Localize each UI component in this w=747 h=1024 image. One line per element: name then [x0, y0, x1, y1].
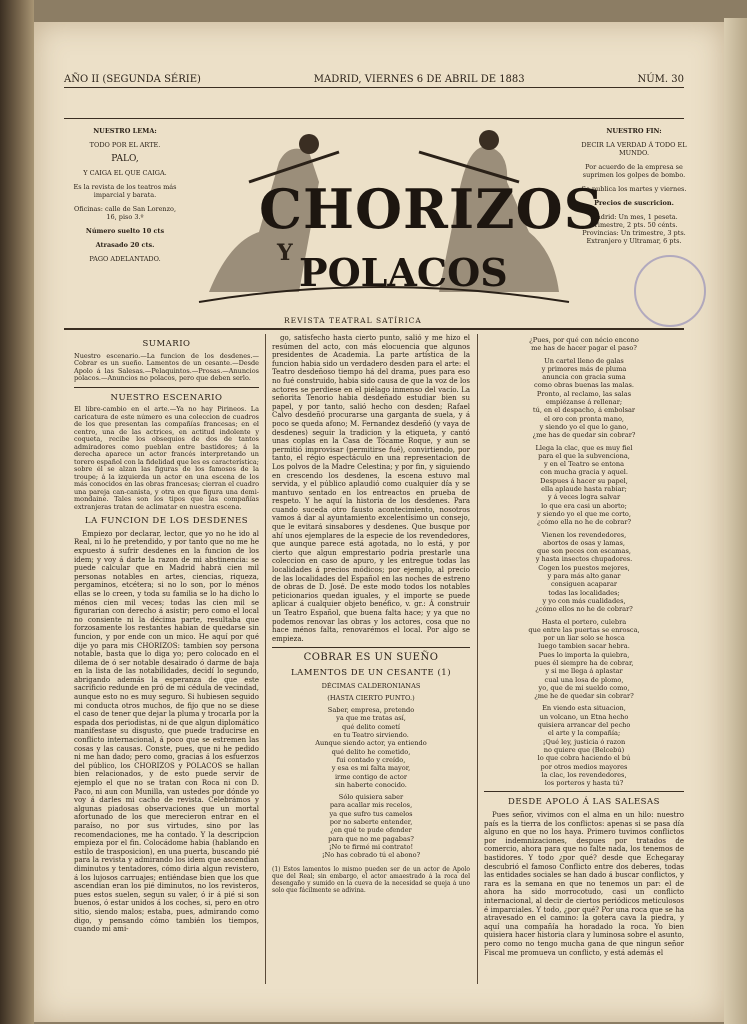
dateline	[64, 74, 684, 88]
date-label: MADRID, VIERNES 6 DE ABRIL DE 1883	[313, 74, 525, 85]
poem-stanza-5: Llega la clac, que es muy fiel para el que la subvenciona, y en el Teatro se entona con mucha gracia y aquel. Despues á hacer su papel, ella aplaude hasta rabiar; y á veces logra salvar lo que era casi un aborto; y siendo yo el que me corto, ¿cómo ella no he de cobrar?	[535, 443, 633, 527]
page-edges	[724, 18, 747, 1024]
motto-text: TODO POR EL ARTE.	[89, 141, 161, 149]
aim-label: NUESTRO FIN:	[606, 127, 662, 135]
motto-palo: PALO,	[111, 154, 139, 164]
poem-stanza-2: Sólo quisiera saber para acallar mis recelos, ya que sufro tus camelos por no saberte entender, ¿en qué te pude ofender para que no me pagabas? ¡No te firmé mi contrato! ¡No has cobrado tú el abono?	[321, 793, 421, 860]
masthead-tagline: REVISTA TEATRAL SATÍRICA	[284, 316, 422, 325]
masthead	[189, 122, 604, 314]
year-label: AÑO II (SEGUNDA SÉRIE)	[64, 74, 201, 85]
column-divider-2	[477, 334, 478, 984]
poem-stanza-6: Vienen los revendedores, abortos de osas y lamas, que son peces con escamas, y hasta insectos chupadores. Cogen los puestos mejores, y para más alto ganar consiguen acaparar todas las localidades; y yo con más cualidades, ¿cómo ellos no he de cobrar?	[535, 530, 633, 614]
poem-stanza-4: Un cartel lleno de galas y primores más de pluma anuncia con gracia suma como obras buenas las malas. Pronto, al reclamo, las salas empiézanse á rellenar; tú, en el despacho, á embolsar el oro con pronta mano, y siendo yo el que lo gano, ¿me has de quedar sin cobrar?	[532, 356, 636, 440]
subscription-prices: Madrid: Un mes, 1 peseta. Trimestre, 2 pts. 50 cénts. Provincias: Un trimestre, 3 pts. Extranjero y Ultramar, 6 pts.	[582, 213, 686, 245]
review-claim: Es la revista de los teatros más imparcial y barata.	[73, 183, 177, 199]
masthead-rule	[64, 328, 684, 330]
column-divider-1	[265, 334, 266, 984]
sumario-text: Nuestro escenario.—La funcion de los desdenes.—Cobrar es un sueño. Lamentos de un cesante.—Desde Apolo á las Salesas.—Pelaquintos.—Prosas.—Anuncios polacos.—Anuncios no polacos, pero que deben serlo.	[74, 351, 259, 383]
funcion-heading: LA FUNCION DE LOS DESDENES	[84, 516, 249, 527]
payment-note: PAGO ADELANTADO.	[89, 255, 161, 263]
escenario-text: El libre-cambio en el arte.—Ya no hay Pirineos. La caricatura de este número es una coleccion de cuadros de los que presentan las compañías francesas; en el centro, una de las actrices, en actitud indolente y coqueta, recibe los obsequios de dos de tantos admiradores como pueblan entre bastidores; á la derecha aparece un actor francés interpretando un torero español con la fidelidad que les es característica; sobre él se alzan las figuras de los famosos de la troupe; á la izquierda un actor en una escena de los más conocidos en las obras francesas; cierran el cuadro una pareja can-canista, y otra en que figura una demi-mondaine. Tales son los tipos que las compañías extranjeras tratan de aclimatar en nuestra escena.	[74, 405, 259, 511]
poem-stanza-3: ¿Pues, por qué con nécio encono me has de hacer pagar el paso?	[529, 336, 639, 353]
newspaper-page	[34, 22, 724, 1022]
column-2	[272, 334, 470, 894]
tono-label: (HASTA CIERTO PUNTO.)	[327, 693, 415, 702]
price-single: Número suelto 10 cts	[85, 227, 165, 235]
apolo-text: Pues señor, vivimos con el alma en un hilo: nuestro país es la tierra de los conflictos: apenas si se pasa día alguno en que no los haya. Primero tuvimos conflictos por indemnizaciones, despues por tratados de comercio, ahora para que no falte nada, los tenemos de bastidores. Y todo ¿por qué? desde que Echegaray descubrió el famoso Conflicto entre dos deberes, todas las entidades sociales se han dado á buscar conflictos, y rara es la semana en que no tenemos un par: el de ahora ha sido morrocotudo, casi un conflicto internacional, al decir de ciertos periódicos meticulosos é imparciales. Y todo, ¿por qué? Por una roca que se ha atravesado en el camino: la gotera cava la piedra, y aquí una compañía ha horadado la roca. Yo bien quisiera hacer historia clara y luminosa sobre el asunto, pero como no tengo mucha gana de que ningun señor Fiscal me promueva un conflicto, y está además el	[484, 811, 684, 957]
masthead-title: CHORIZOS	[259, 177, 604, 241]
subscription-title: Precios de suscricion.	[594, 199, 674, 207]
escenario-heading: NUESTRO ESCENARIO	[110, 392, 223, 403]
price-back: Atrasado 20 cts.	[95, 241, 155, 249]
issue-number: NÚM. 30	[637, 74, 684, 85]
cobrar-heading: COBRAR ES UN SUEÑO	[303, 652, 439, 664]
column-1	[74, 334, 259, 936]
poem-stanza-7: Hasta el portero, culebra que entre las puertas se enrosca, por un liar solo se hosca luego tambien sacar hebra. Pues lo importa la quiebra, pues él siempre ha de cobrar, y si me llega á aplastar cual una losa de plomo, yo, que de mi sueldo como, ¿me he de quedar sin cobrar?	[528, 617, 640, 701]
decimas-label: DÉCIMAS CALDERONIANAS	[321, 681, 421, 690]
header-rule	[64, 118, 684, 119]
poem-stanza-1: Saber, empresa, pretendo ya que me tratas así, qué delito cometí en tu Teatro sirviendo. Aunque siendo actor, ya entiendo qué delito he cometido, fui contado y creído, y esa es mi falta mayor, irme contigo de actor sin haberte conocido.	[315, 706, 427, 789]
funcion-text: Empiezo por declarar, lector, que yo no he ido al Real, ni lo he pretendido, y por tanto que no me he expuesto á sufrir desdenes en la funcion de los idem; y voy á darte la razon de mi abstinencia: se puede calcular que en Madrid habrá cien mil personas notables en artes, ciencias, riqueza, pergaminos, etcétera; si no lo son, por lo ménos ellas se lo creen, y toda su familia se lo ha dicho lo ménos cien mil veces; todas las cien mil se figurarian con derecho á asistir; pero como el local no consiente ni la décima parte, resultaba que forzosamente los restantes habian de quedarse sin funcion, y por ende con un mico. He aquí por qué dije yo para mis CHORIZOS: tambien soy persona notable, basta que lo diga yo; pero colocado en el dilema de ó ser notable desairado ó darme de baja en la lista de las notabilidades, decidí lo segundo, abrigando además la esperanza de que este sacrificio redunde en pró de mi cédula de vecindad, aunque esto no es muy seguro. Si hubiesen seguido mi conducta otros muchos, de fijo que no se diese el caso de tener que dejar la pluma y trocarla por la espada dos periodistas, ni de que algun diplomático manifestase su disgusto, que puede traducirse en conflicto internacional, á poco que se estremen las cosas y las causas. Conste, pues, que ni he pedido ni me han dado; pero como, gracias á los esfuerzos del público, los CHORIZOS y POLACOS se hallan bien relacionados, y de esto puede servir de ejemplo el que no se tratan con Roca ni con D. Paco, ni aun con Munilla, van ustedes por dónde yo voy á darles mi cacho de revista. Celebrámos y algunas piadosas observaciones que un mortal afortunado de los que merecieron entrar en el paraíso, no por sus virtudes, sino por las recomendaciones, me ha contado. Y la descripcion empieza por el fin. Colocádome habia (hablando en estilo de trasposicion), en una puerta, buscando pié para la revista y admirando los idem que ascendian diminutos y tentadores, cómo diria algun revistero, á los lujosos carruajes; entiéndase bien que los que ascendian eran los pié diminutos, no los revisteros, pues estos suelen, segun su valer, ó ir á pié si son buenos, ó estar unidos á los coches, si, pero en otro sitio, siendo malos; estaba, pues, admirando como digo, y pensando cómo también los tiempos, cuando mi ami-	[74, 529, 259, 934]
library-stamp	[634, 255, 706, 327]
sumario-heading: SUMARIO	[142, 339, 191, 349]
motto-label: NUESTRO LEMA:	[93, 127, 157, 135]
book-spine	[0, 0, 34, 1024]
aim-text: DECIR LA VERDAD Á TODO EL MUNDO.	[581, 141, 687, 157]
publication-days: Se publica los martes y viernes.	[581, 185, 687, 193]
motto-caiga: Y CAIGA EL QUE CAIGA.	[83, 169, 167, 177]
divider	[484, 791, 684, 792]
office-address: Oficinas: calle de San Lorenzo, 16, piso 3.º	[73, 205, 177, 221]
masthead-y: Y	[277, 240, 293, 266]
desdenes-continued-text: go, satisfecho hasta cierto punto, salió y me hizo el resúmen del acto, con más elocuencia que algunos presidentes de Academia. La parte artística de la funcion habia sido un verdadero desden para el arte: el Teatro desdeñoso tiempo há del drama, pues para eso no fué construido, habia sido causa de que la voz de los actores se perdiese en el piélago inmenso del vacío. La señorita Tenorio habia desdeñado estudiar bien su papel, y por tanto, salió hecho con desden; Rafael Calvo desdeñó procurarse una garganta de suela, y á poco se queda afono; M. Fernandez desdeñó (y vaya de desdenes) seguir la tradicion y la etiqueta, y cantó unas coplas en la Casa de Tócame Roque, y aun se permitió improvisar (permitirse fué), convirtiendo, por tanto, el régio espectáculo en una representacion de Los polvos de la Madre Celestina; y por fin, y siguiendo en crescendo los desdenes, la escena estuvo mal servida, y el público aplaudió como cualquier día y se mantuvo sentado en los entreactos en prueba de respeto. Y he aquí la historia de los desdenes. Para cuando suceda otro fausto acontecimiento, nosotros vamos á dar al ayuntamiento excelentísimo un consejo, que le evitará sinsabores y desdenes. Que busque por ahí unos ejemplares de la especie de los revendedores, que aunque parece está agotada, no lo está, y por cierto que algun emprestario podria prestarle una coleccion en caso de apuro, y les entregue todas las localidades á precios módicos; por ejemplo, al precio de las localidades del Español en las noches de estreno de obras de D. José. De este modo todos los notables peticionarios quedan iguales, y el importe se puede aplicar á cualquier objeto benéfico, v. gr.: Á construir un Teatro Español, que buena falta hace; y ya que no podemos renovar las obras y los actores, cosa que no hace ménos falta, renovarémos el local. Por algo se empieza.	[272, 334, 470, 643]
lamentos-heading: LAMENTOS DE UN CESANTE (1)	[290, 667, 452, 678]
poem-stanza-8: En viendo esta situacion, un volcano, un Etna hecho quisiera arrancar del pecho el arte y la compañía; ¡Qué ley, justicia ó razon no quiere que (Belcebú) lo que cobra haciendo el bú por otros medios mayores la clac, los revendedores, los porteros y hasta tú?	[537, 704, 631, 788]
apolo-heading: DESDE APOLO Á LAS SALESAS	[508, 797, 660, 808]
masthead-subtitle-word: POLACOS	[299, 250, 508, 295]
divider	[74, 387, 259, 388]
divider	[272, 647, 470, 648]
footnote: (1) Estos lamentos lo mismo pueden ser de un actor de Apolo que del Real; sin embargo, el actor amaestrado á la roca del desengaño y sumido en la cueva de la necesidad se queja á uno solo que fácilmente se adivina.	[272, 865, 470, 894]
bombo-note: Por acuerdo de la empresa se suprimen los golpes de bombo.	[582, 163, 686, 179]
left-info-box	[70, 127, 180, 269]
column-3	[484, 334, 684, 959]
